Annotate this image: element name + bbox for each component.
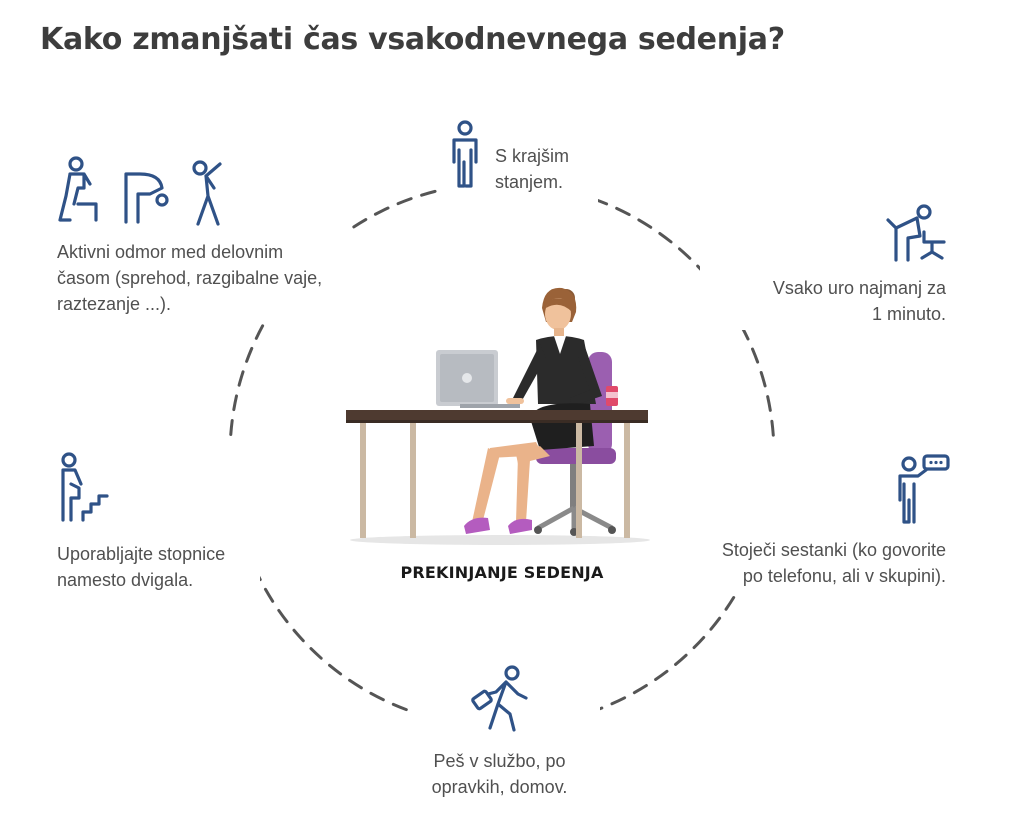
tip-text-line: S krajšim: [495, 146, 570, 166]
tip-text-line: Uporabljajte stopnice: [57, 544, 226, 564]
person-rising-from-chair-icon: [884, 198, 948, 264]
walking-with-briefcase-icon: [470, 664, 534, 734]
center-label: PREKINJANJE SEDENJA: [400, 563, 604, 582]
tip-text-line: 1 minuto.: [871, 304, 946, 324]
tip-text-line: raztezanje ...).: [57, 294, 172, 314]
tip-text-line: časom (sprehod, razgibalne vaje,: [57, 268, 323, 288]
tip-left: [57, 541, 225, 593]
tip-text-line: Stoječi sestanki (ko govorite: [721, 540, 946, 560]
person-talking-icon: [894, 454, 952, 526]
tip-top: [495, 143, 569, 195]
woman-at-desk-illustration: [340, 278, 660, 553]
lunge-exercise-icon: [56, 156, 104, 226]
standing-person-icon: [446, 120, 484, 190]
tip-text-line: opravkih, domov.: [431, 777, 568, 797]
page-title: Kako zmanjšati čas vsakodnevnega sedenja?: [40, 22, 785, 57]
tip-text-line: po telefonu, ali v skupini).: [742, 566, 946, 586]
tip-bottom: [412, 748, 587, 800]
tip-text-line: Aktivni odmor med delovnim: [57, 242, 284, 262]
bending-stretch-icon: [120, 166, 176, 226]
tip-right: [690, 537, 946, 589]
tip-top-left: [57, 239, 322, 317]
arm-stretch-icon: [190, 158, 230, 228]
tip-text-line: namesto dvigala.: [57, 570, 194, 590]
tip-text-line: Vsako uro najmanj za: [772, 278, 946, 298]
climbing-stairs-icon: [55, 452, 111, 524]
tip-text-line: Peš v službo, po: [433, 751, 566, 771]
tip-top-right: [758, 275, 946, 327]
tip-text-line: stanjem.: [495, 172, 564, 192]
